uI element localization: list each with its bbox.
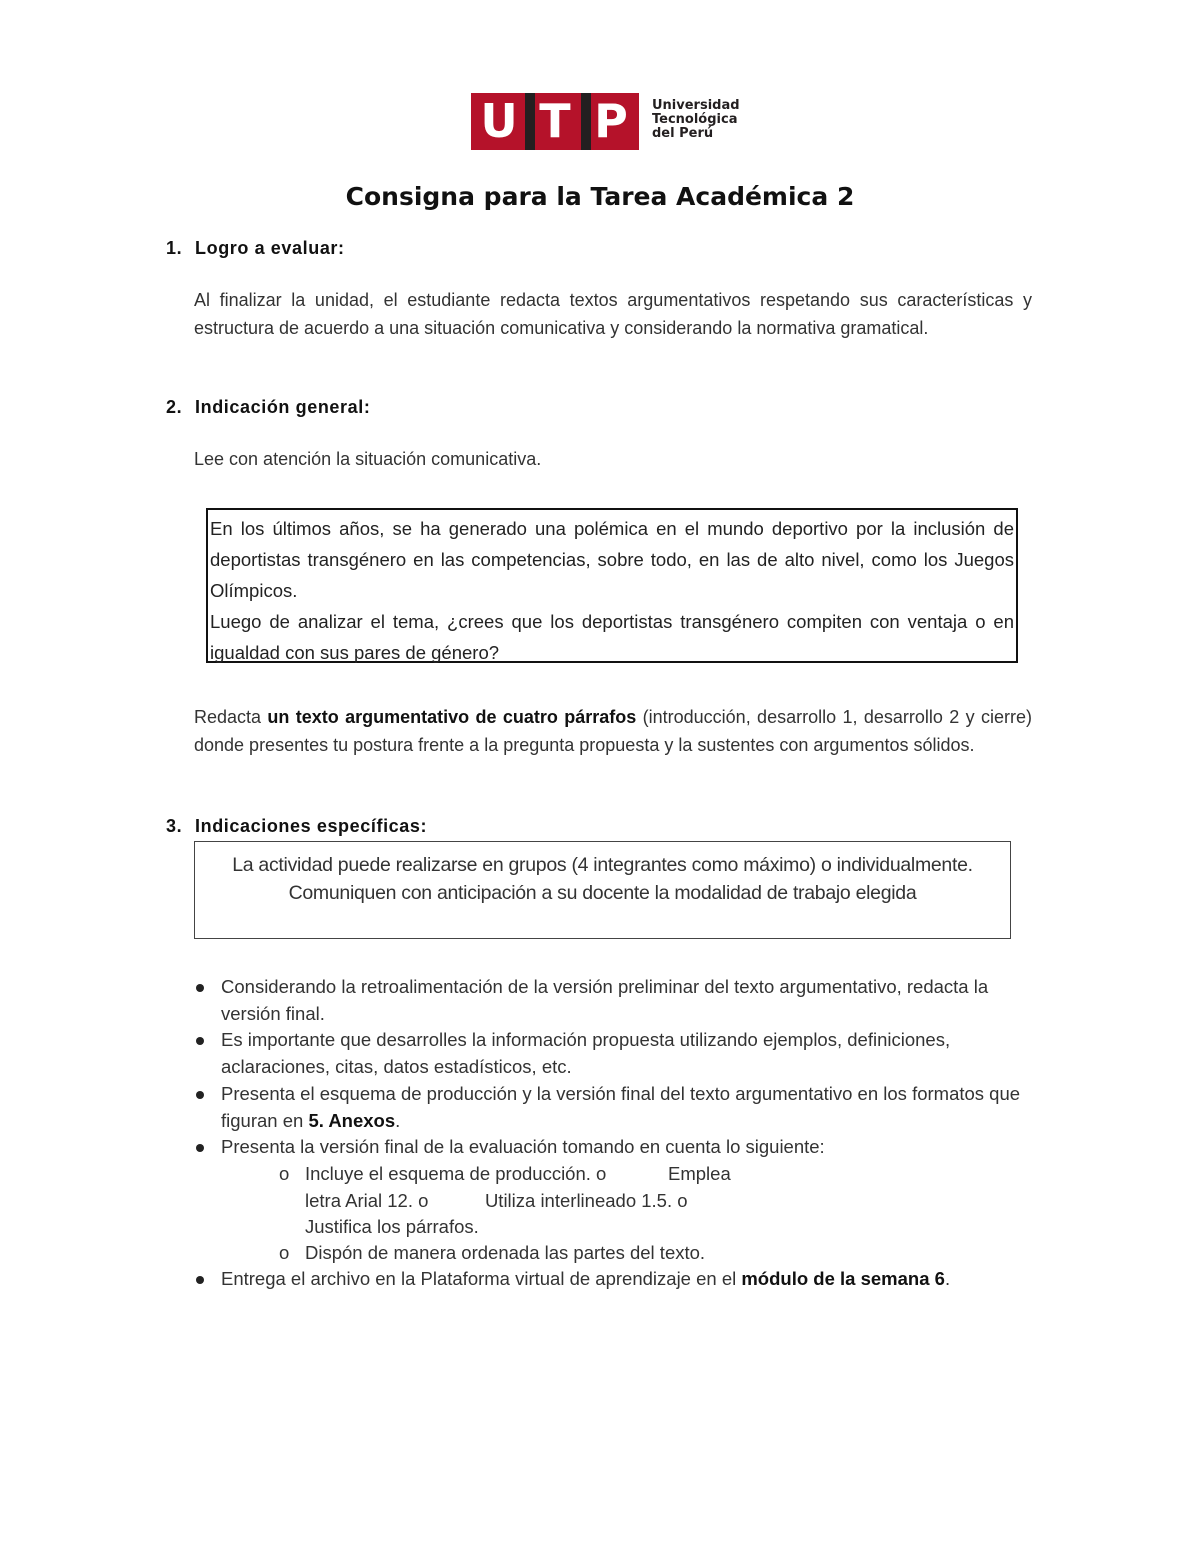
list-item — [196, 974, 1036, 1027]
logo-text-line: Universidad — [652, 98, 740, 113]
sub-bullet-marker: o — [279, 1242, 290, 1263]
bullet-icon — [196, 1091, 204, 1099]
section-title: Logro a evaluar: — [195, 238, 345, 258]
list-item-text-part: Presenta el esquema de producción y la versión final del texto argumentativo en los formatos que figuran en — [221, 1083, 1021, 1131]
list-item-text — [221, 1081, 1036, 1134]
list-item-text-part: . — [395, 1109, 401, 1131]
section-1-body: Al finalizar la unidad, el estudiante redacta textos argumentativos respetando sus características y estructura de acuerdo a una situación comunicativa y considerando la normativa gramatical. — [194, 290, 1032, 338]
sub-item-line: Dispón de manera ordenada las partes del texto. — [305, 1242, 706, 1263]
section-2-heading — [166, 397, 370, 418]
list-item — [196, 1027, 1036, 1080]
logo-mark — [471, 93, 639, 150]
list-item — [196, 1134, 1036, 1161]
section-number: 1. — [166, 238, 183, 258]
logo-text-line: Tecnológica — [652, 112, 738, 127]
section-title: Indicaciones específicas: — [195, 816, 428, 836]
situation-paragraph: En los últimos años, se ha generado una polémica en el mundo deportivo por la inclusión de deportistas transgénero en las competencias, sobre todo, en las de alto nivel, como los Juegos Olímpicos. — [210, 518, 1014, 601]
list-item-text-part: . — [944, 1268, 951, 1289]
logo-letter-p: P — [594, 94, 628, 148]
anexos-reference: 5. Anexos — [308, 1109, 396, 1131]
task-bold: un texto argumentativo de cuatro párrafos — [267, 707, 637, 727]
bullet-icon — [196, 1037, 204, 1045]
sub-list-item — [279, 1240, 705, 1267]
bullet-icon — [196, 1144, 204, 1152]
logo-text-line: del Perú — [652, 126, 714, 141]
task-paragraph — [194, 704, 1032, 759]
list-item-text: Considerando la retroalimentación de la versión preliminar del texto argumentativo, redacta la versión final. — [221, 976, 989, 1024]
section-number: 2. — [166, 397, 183, 417]
section-number: 3. — [166, 816, 183, 836]
bullet-icon — [196, 984, 204, 992]
page-title: Consigna para la Tarea Académica 2 — [345, 182, 855, 211]
sub-item-line: Incluye el esquema de producción. o Emplea — [305, 1163, 731, 1184]
logo-divider — [525, 93, 535, 150]
modality-box — [194, 841, 1011, 939]
logo-letter-t: T — [539, 94, 571, 148]
logo-divider — [581, 93, 591, 150]
list-item — [196, 1266, 1036, 1293]
section-3-heading — [166, 816, 427, 837]
sub-list-item — [279, 1161, 731, 1241]
list-item-text: Es importante que desarrolles la información propuesta utilizando ejemplos, definiciones, aclaraciones, citas, datos estadísticos, etc. — [221, 1029, 951, 1077]
list-item-text-part: Entrega el archivo en la Plataforma virtual de aprendizaje en el — [221, 1268, 742, 1289]
sub-item-line: letra Arial 12. o Utiliza interlineado 1.5. o — [305, 1189, 688, 1211]
utp-logo — [471, 93, 741, 150]
situation-box — [206, 508, 1018, 663]
section-2-intro: Lee con atención la situación comunicativa. — [194, 449, 542, 469]
situation-question: Luego de analizar el tema, ¿crees que los deportistas transgénero compiten con ventaja o en igualdad con sus pares de género? — [210, 611, 1014, 663]
section-1-heading — [166, 238, 345, 259]
bullet-icon — [196, 1276, 204, 1284]
logo-wordmark — [652, 99, 747, 141]
section-title: Indicación general: — [195, 397, 371, 417]
task-text: (introducción, desarrollo 1, desarrollo 2 y cierre) donde presentes tu postura frente a la pregunta propuesta y la sustentes con argumentos sólidos. — [194, 707, 1032, 755]
list-item — [196, 1081, 1036, 1134]
task-text: Redacta — [194, 707, 268, 727]
modality-text: La actividad puede realizarse en grupos (4 integrantes como máximo) o individualmente. Comuniquen con anticipación a su docente la modalidad de trabajo elegida — [232, 854, 973, 904]
module-reference: módulo de la semana 6 — [741, 1268, 945, 1289]
sub-bullet-marker: o — [279, 1163, 290, 1184]
logo-letter-u: U — [480, 94, 518, 148]
list-item-text — [221, 1266, 1036, 1293]
list-item-text: Presenta la versión final de la evaluación tomando en cuenta lo siguiente: — [221, 1136, 825, 1157]
sub-item-line: Justifica los párrafos. — [305, 1216, 479, 1237]
